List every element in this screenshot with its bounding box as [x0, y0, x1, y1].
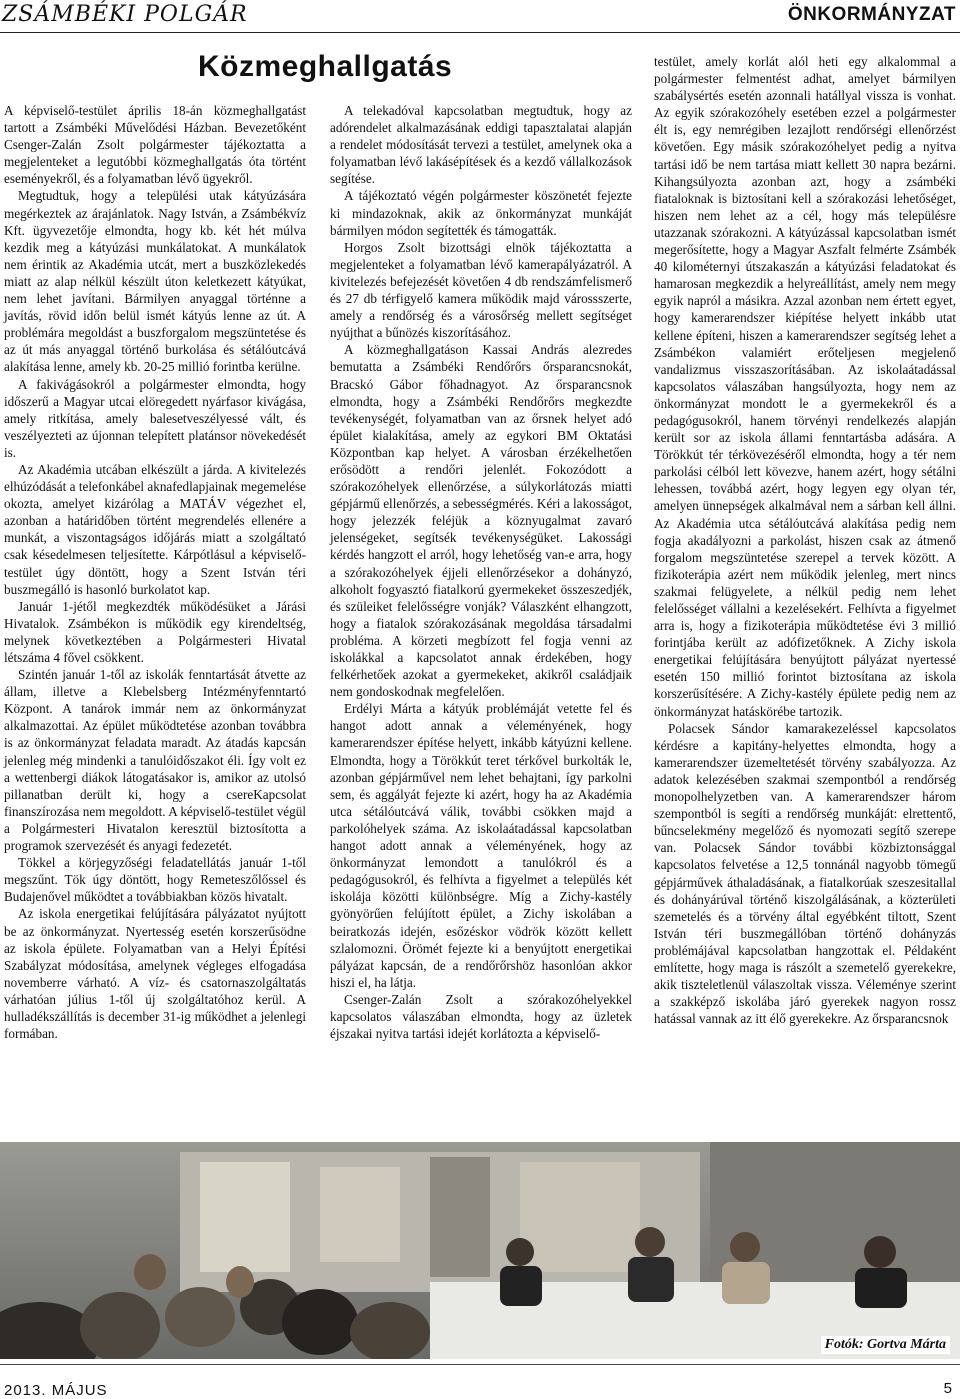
paragraph: Tökkel a körjegyzőségi feladatellátás január 1-től megszűnt. Tök úgy döntött, hogy Remeteszőlőssel és Budajenővel működtet a továbbiakban közös hivatalt.	[4, 855, 306, 905]
article-column-1	[4, 102, 306, 1042]
paragraph: Csenger-Zalán Zsolt a szórakozóhelyekkel kapcsolatos válaszában elmondta, hogy az üzletek éjszakai nyitva tartási idejét korlátozta a képviselő-	[330, 991, 632, 1042]
footer-rule	[0, 1364, 960, 1365]
article-column-3	[654, 53, 956, 1027]
article-headline: Közmeghallgatás	[198, 50, 453, 83]
paragraph: Szintén január 1-től az iskolák fenntartását átvette az állam, illetve a Klebelsberg Intézményfenntartó Központ. A tanárok immár nem az önkormányzat alkalmazottai. Az épület működtetése azonban továbbra is az önkormányzat feladata maradt. Az átadás kapcsán jelenleg még mindenki a tanulóidőszakot éli. Így volt ez a wettenbergi diákok látogatásakor is, amikor az utolsó pillanatban derült ki, hogy a csereKapcsolat finanszírozása nem megoldott. A képviselő-testület végül a Polgármesteri Hivatalon keresztül biztosította a programok szervezését és anyagi fedezetét.	[4, 667, 306, 854]
paragraph: Az Akadémia utcában elkészült a járda. A kivitelezés elhúzódását a telefonkábel aknafedlapjainak megemelése okozta, amelyet kizárólag a MATÁV végezhet el, azonban a határidőben történt megrendelés ellenére a munkát, a viszontagságos időjárás miatt a szolgáltató csak késedelmesen teljesítette. Kárpótlásul a képviselő-testület úgy döntött, hogy a Szent István téri buszmegálló is hasonló burkolatot kap.	[4, 461, 306, 597]
paragraph: Megtudtuk, hogy a települési utak kátyúzására megérkeztek az árajánlatok. Nagy István, a Zsámbékvíz Kft. ügyvezetője elmondta, hogy kb. két hét múlva kezdik meg a kátyúzási munkálatokat. A munkálatok nem érintik az Akadémia utcát, mert a buszközlekedés miatt az alap nélkül készült úton keletkezett kátyúkat, nem lehet javítani. Bármilyen anyaggal történne a javítás, rövid időn belül ismét kátyús lenne az út. A problémára megoldást a buszforgalom megszüntetése és az út más anyaggal történő burkolása és sétálóutcává alakítása lenne, amely kb. 20-25 millió forintba kerülne.	[4, 188, 306, 375]
paragraph: A közmeghallgatáson Kassai András alezredes bemutatta a Zsámbéki Rendőrőrs őrsparancsnokát, Bracskó Gábor főhadnagyot. Az őrsparancsnok elmondta, hogy a Zsámbéki Rendőrőrs megkezdte tevékenységét, folyamatban van az őrsnek helyet adó épület kialakítása, amely az egykori BM Oktatási Központban kap helyet. A városban érzékelhetően erősödött a rendőri jelenlét. Fokozódott a szórakozóhelyek ellenőrzése, a súlykorlátozás miatti gépjármű ellenőrzés, a sebességmérés. Kéri a lakosságot, hogy jelezzék feléjük a köznyugalmat zavaró jelenségeket, segítsék tevékenységüket. Lakossági kérdés hangzott el arról, hogy lehetőség van-e arra, hogy a szórakozóhelyek éjjeli ellenőrzésekor a dohányzó, alkoholt fogyasztó fiatalkorú gyermekeket összeszedjék, és szüleiket felelősségre vonják? Válaszként elhangzott, hogy a fiatalok szórakozásának megoldása társadalmi probléma. A körzeti megbízott fel fogja venni az iskolákkal a kapcsolatot annak érdekében, hogy felkérhetőek azokat a gyermekeket, akikről családjaik nem gondoskodnak megfelelően.	[330, 342, 632, 700]
paragraph: A fakivágásokról a polgármester elmondta, hogy időszerű a Magyar utcai elöregedett nyárfasor kivágása, amely ritkítása, amely balesetveszélyessé vált, és veszélyezteti az újonnan telepített platánsor növekedését is.	[4, 376, 306, 460]
event-photo	[0, 1142, 960, 1359]
paragraph: Horgos Zsolt bizottsági elnök tájékoztatta a megjelenteket a folyamatban lévő kamerapályázatról. A kivitelezés befejezését követően 4 db rendszámfelismerő és 27 db térfigyelő kamera működik majd várossszerte, amely a rendőrség és a városőrség mellett segítséget nyújthat a bűnözés kiszorításához.	[330, 239, 632, 341]
paragraph: Az iskola energetikai felújítására pályázatot nyújtott be az önkormányzat. Nyertesség esetén korszerűsödne az iskola épülete. Folyamatban van a Helyi Építési Szabályzat módosítása, amelynek végleges elfogadása novemberre várható. A víz- és csatornaszolgáltatás várhatóan július 1-től új szolgáltatóhoz kerül. A hulladékszállítás is december 31-ig működhet a jelenlegi formában.	[4, 906, 306, 1042]
paragraph: Január 1-jétől megkezdték működésüket a Járási Hivatalok. Zsámbékon is működik egy kirendeltség, melynek következtében a Polgármesteri Hivatal létszáma 4 fővel csökkent.	[4, 598, 306, 665]
paragraph: A képviselő-testület április 18-án közmeghallgatást tartott a Zsámbéki Művelődési Házban. Bevezetőként Csenger-Zalán Zsolt polgármester tájékoztatta a megjelenteket a legutóbbi közmeghallgatás óta történt eseményekről, és a folyamatban lévő ügyekről.	[4, 103, 306, 187]
paragraph: Polacsek Sándor kamarakezeléssel kapcsolatos kérdésre a kapitány-helyettes elmondta, hogy a kamerarendszer üzemeltetését törvény szabályozza. Az adatok kelezésében szakmai szempontból a rendőrség monopolhelyzetben van. A kamerarendszer három szempontból is segíti a rendőrség munkáját: elrettentő, bűncselekmény megelőző és nyomozati segítő szerepe van. Polacsek Sándor további közbiztonsággal kapcsolatos felvetése a 12,5 tonnánál nagyobb tömegű gépjárművek áthaladásának, a fiatalkorúak szeszesitallal és dohányárúval történő kiszolgálásának, a közterületi szemetelés és a törvény által egyébként tiltott, Szent István téri buszmegállóban történő dohányzás problémájával kapcsolatban hangzottak el. Példaként említette, hogy maga is rászólt a szemetelő gyerekekre, akik tiszteletlenül válaszoltak vissza. Véleménye szerint a szakképző iskolába járó gyerekek nagyon rossz hatással vannak az itt élő gyerekekre. Az őrsparancsnok	[654, 720, 956, 1027]
header-rule	[0, 32, 960, 33]
paragraph: A telekadóval kapcsolatban megtudtuk, hogy az adórendelet alkalmazásának eddigi tapasztalatai alapján a rendelet módosítását tervezi a testület, amelynek oka a folyamatban lévő lakásépítések és a kezdő vállalkozások segítése.	[330, 103, 632, 187]
article-column-2	[330, 102, 632, 1042]
page-number: 5	[943, 1380, 952, 1397]
section-label: ÖNKORMÁNYZAT	[787, 4, 956, 25]
paragraph: A tájékoztató végén polgármester köszönetét fejezte ki mindazoknak, akik az önkormányzat munkáját bármilyen módon segítették és támogatták.	[330, 188, 632, 238]
photo-credit: Fotók: Gortva Márta	[821, 1336, 950, 1354]
page-header	[0, 0, 960, 32]
issue-date: 2013. MÁJUS	[4, 1382, 108, 1399]
masthead: ZSÁMBÉKI POLGÁR	[2, 2, 248, 27]
paragraph: Erdélyi Márta a kátyúk problémáját vetette fel és hangot adott annak a véleményének, hogy kamerarendszer építése helyett, inkább kátyúzni kellene. Elmondta, hogy a Törökkút teret térkővel burkolták le, azonban gépjárművel nem lehet behajtani, így parkolni sem, és aggályát fejezte ki azért, hogy ha az Akadémia utca sétálóutcává válik, további csökken majd a parkolóhelyek száma. Az iskolaátadással kapcsolatban hangot adott annak a véleményének, hogy az önkormányzat lemondott a tanulókról és a pedagógusokról, és felhívta a figyelmet a település két iskolája közötti különbségre. Míg a Zichy-kastély gyönyörűen felújított épület, a Zichy iskolában a beiratkozás idején, esőzéskor vödrök között kellett szlalomozni. Örömét fejezte ki a benyújtott energetikai pályázat kapcsán, de a rendőrőrshöz hasonlóan akkor hiszi el, ha látja.	[330, 701, 632, 990]
paragraph: testület, amely korlát alól heti egy alkalommal a polgármester felmentést adhat, amelyet bármilyen szabálysértés esetén azonnali hatállyal vissza is vonhat. Az egyik szórakozóhely esetében ezzel a polgármester élt is, egy nemrégiben lezajlott rendőrségi ellenőrzést követően. Egy másik szórakozóhelyet pedig a nyitva tartási idő be nem tartása miatt kellett 30 napra bezárni. Kihangsúlyozta azonban azt, hogy a zsámbéki fiataloknak is biztosítani kell a szórakozási lehetőséget, hiszen nem lehet az a cél, hogy más településre utazzanak szórakozni. A kátyúzással kapcsolatban ismét megerősítette, hogy a Magyar Aszfalt felmérte Zsámbék 40 kilométernyi útszakaszán a kátyúzási feladatokat és hamarosan megkezdik a helyreállítást, amely nem megy egyik napról a másikra. Azzal azonban nem értett egyet, hogy kamerarendszer kiépítése helyett inkább utat kellene építeni, hiszen a kamerarendszer segítség lehet a Zsámbékon valamiért erőteljesen megjelenő vandalizmus visszaszorításában. Az iskolaátadással kapcsolatos válaszában hangsúlyozta, hogy nem az önkormányzat mondott le a gyermekekről és a pedagógusokról, hanem törvényi rendelkezés alapján került sor az iskola állami fenntartásba adására. A Törökkút tér térkövezéséről elmondta, hogy a tér nem parkolási célból lett kövezve, hanem azért, hogy sétálni lehessen, továbbá azért, hogy legyen egy olyan tér, amelyen ünnepségek alkalmával nem a sárban kell állni. Az Akadémia utca sétálóutcává alakítása pedig nem fogja akadályozni a parkolást, hiszen csak az átmenő forgalom megszüntetése szerepel a tervek között. A fizikoterápia azért nem működik jelenleg, mert nincs szakmai felügyelete, a nélkül pedig nem lehet felelősséget vállalni a kezelésekért. Felhívta a figyelmet arra is, hogy a fizikoterápia működtetése évi 3 millió forintjába került az adófizetőknek. A Zichy iskola energetikai felújítására benyújtott pályázat nyertessé esetén 150 millió forintot biztosítana az iskola korszerűsítésére. A Zichy-kastély épülete pedig nem az önkormányzat hatáskörébe tartozik.	[654, 54, 956, 719]
